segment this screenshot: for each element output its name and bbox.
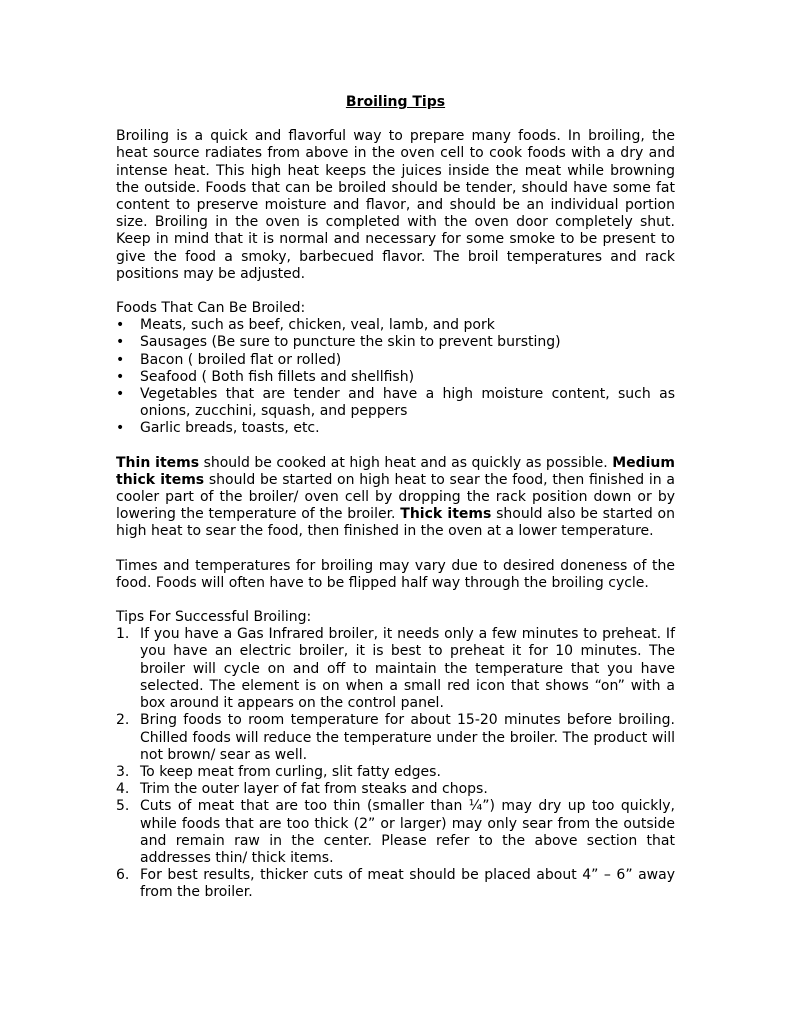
list-item [116, 764, 675, 781]
list-item-number: 6. [116, 867, 130, 884]
bullet-icon: • [116, 351, 125, 368]
page-title: Broiling Tips [345, 94, 446, 110]
list-item-number: 1. [116, 626, 130, 643]
tips-list [116, 626, 675, 901]
list-item-text: Bacon ( broiled flat or rolled) [140, 351, 342, 368]
list-item-text: For best results, thicker cuts of meat should be placed about 4” – 6” away from the broiler. [140, 867, 675, 901]
times-paragraph: Times and temperatures for broiling may vary due to desired doneness of the food. Foods will often have to be flipped half way through the broiling cycle. [116, 557, 675, 591]
list-item-text: If you have a Gas Infrared broiler, it needs only a few minutes to preheat. If you have an electric broiler, it is best to preheat it for 10 minutes. The broiler will cycle on and off to maintain the temperature that you have selected. The element is on when a small red icon that shows “on” with a box around it appears on the control panel. [140, 626, 675, 712]
list-item-text: Garlic breads, toasts, etc. [140, 420, 320, 437]
bullet-icon: • [116, 334, 125, 351]
bullet-icon: • [116, 420, 125, 437]
list-item-text: Meats, such as beef, chicken, veal, lamb, and pork [140, 317, 495, 334]
list-item-text: To keep meat from curling, slit fatty edges. [140, 763, 441, 780]
document-body [116, 94, 675, 902]
list-item-text: Sausages (Be sure to puncture the skin to prevent bursting) [140, 334, 561, 351]
medium-thick-items-text: should be started on high heat to sear the food, then finished in a cooler part of the broiler/ oven cell by dropping the rack position down or by lowering the temperature of the broiler. [116, 471, 675, 523]
medium-thick-items-term: Medium thick items [116, 454, 675, 488]
list-item [116, 626, 675, 712]
bullet-icon: • [116, 386, 125, 403]
list-item [116, 420, 675, 437]
list-item [116, 781, 675, 798]
list-item-text: Bring foods to room temperature for about 15-20 minutes before broiling. Chilled foods will reduce the temperature under the broiler. The product will not brown/ sear as well. [140, 712, 675, 763]
thin-items-text: should be cooked at high heat and as quickly as possible. [199, 454, 613, 471]
list-item [116, 317, 675, 334]
list-item [116, 798, 675, 867]
list-item [116, 369, 675, 386]
spacer [116, 283, 675, 300]
foods-list [116, 317, 675, 437]
thick-items-term: Thick items [400, 506, 492, 523]
list-item-text: Cuts of meat that are too thin (smaller than ¼”) may dry up too quickly, while foods that are too thick (2” or larger) may only sear from the outside and remain raw in the center. Please refer to the above section that addresses thin/ thick items. [140, 798, 675, 866]
spacer [116, 541, 675, 558]
bullet-icon: • [116, 317, 125, 334]
list-item-text: Seafood ( Both fish fillets and shellfish) [140, 368, 415, 385]
bullet-icon: • [116, 368, 125, 385]
tips-heading: Tips For Successful Broiling: [116, 609, 312, 626]
list-item-text: Vegetables that are tender and have a high moisture content, such as onions, zucchini, squash, and peppers [140, 386, 675, 420]
spacer [116, 592, 675, 609]
thick-items-text: should also be started on high heat to sear the food, then finished in the oven at a lower temperature. [116, 506, 675, 540]
intro-paragraph: Broiling is a quick and flavorful way to prepare many foods. In broiling, the heat source radiates from above in the oven cell to cook foods with a dry and intense heat. This high heat keeps the juices inside the meat while browning the outside. Foods that can be broiled should be tender, should have some fat content to preserve moisture and flavor, and should be an individual portion size. Broiling in the oven is completed with the oven door completely shut. Keep in mind that it is normal and necessary for some smoke to be present to give the food a smoky, barbecued flavor. The broil temperatures and rack positions may be adjusted. [116, 128, 675, 282]
list-item-text: Trim the outer layer of fat from steaks and chops. [140, 781, 488, 798]
thickness-paragraph [116, 455, 675, 541]
list-item-number: 2. [116, 712, 130, 729]
list-item [116, 386, 675, 420]
list-item [116, 867, 675, 901]
foods-heading: Foods That Can Be Broiled: [116, 300, 306, 317]
thin-items-term: Thin items [116, 454, 200, 471]
list-item [116, 352, 675, 369]
list-item-number: 3. [116, 763, 130, 780]
list-item-number: 4. [116, 781, 130, 798]
list-item [116, 334, 675, 351]
list-item-number: 5. [116, 798, 130, 815]
spacer [116, 438, 675, 455]
list-item [116, 712, 675, 764]
